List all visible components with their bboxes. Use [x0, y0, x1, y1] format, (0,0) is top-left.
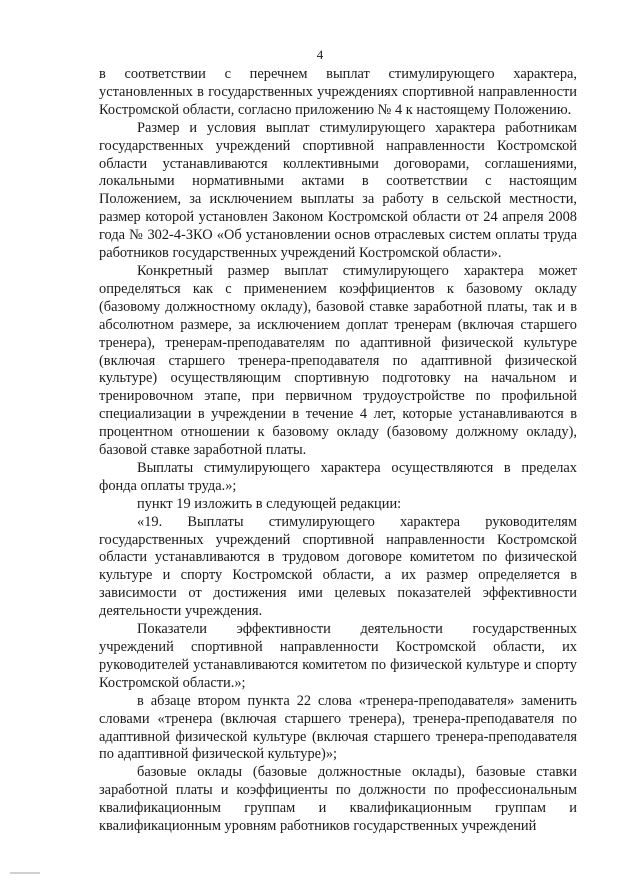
document-body: [99, 66, 577, 836]
paragraph-7: Показатели эффективности деятельности государственных учреждений спортивной направленности Костромской области, их руководителей устанавливаются комитетом по физической культуре и спорту Костромской области.»;: [99, 621, 577, 691]
paragraph-3: Конкретный размер выплат стимулирующего характера может определяться как с применением коэффициентов к базовому окладу (базовому должностному окладу), базовой ставке заработной платы, так и в абсолютном размере, за исключением доплат тренерам (включая старшего тренера), тренерам-преподавателям по адаптивной физической культуре (включая старшего тренера-преподавателя по адаптивной физической культуре) осуществляющим спортивную подготовку на начальном и тренировочном этапе, при первичном трудоустройстве по профильной специализации в учреждении в течение 4 лет, которые устанавливаются в процентном отношении к базовому окладу (базовому должному окладу), базовой ставке заработной платы.: [99, 262, 577, 459]
scan-artifact: [10, 872, 40, 874]
paragraph-2: Размер и условия выплат стимулирующего характера работникам государственных учреждений спортивной направленности Костромской области устанавливаются коллективными договорами, соглашениями, локальными нормативными актами в соответствии с настоящим Положением, за исключением выплаты за работу в сельской местности, размер которой установлен Законом Костромской области от 24 апреля 2008 года № 302-4-ЗКО «Об установлении основ отраслевых систем оплаты труда работников государственных учреждений Костромской области».: [99, 119, 577, 262]
paragraph-8: в абзаце втором пункта 22 слова «тренера-преподавателя» заменить словами «тренера (включая старшего тренера), тренера-преподавателя по адаптивной физической культуре (включая старшего тренера-преподавателя по адаптивной физической культуре)»;: [99, 692, 577, 763]
paragraph-6: «19. Выплаты стимулирующего характера руководителям государственных учреждений спортивной направленности Костромской области устанавливаются в трудовом договоре комитетом по физической культуре и спорту Костромской области, а их размер определяется в зависимости от достижения ими целевых показателей эффективности деятельности учреждения.: [99, 513, 577, 620]
paragraph-9: базовые оклады (базовые должностные оклады), базовые ставки заработной платы и коэффициенты по должности по профессиональным квалификационным группам и квалификационным группам и квалификационным уровням работников государственных учреждений: [99, 764, 577, 835]
page-number: 4: [316, 47, 324, 62]
paragraph-5: пункт 19 изложить в следующей редакции:: [137, 495, 402, 512]
paragraph-4: Выплаты стимулирующего характера осуществляются в пределах фонда оплаты труда.»;: [99, 459, 577, 494]
paragraph-1: в соответствии с перечнем выплат стимулирующего характера, установленных в государственных учреждениях спортивной направленности Костромской области, согласно приложению № 4 к настоящему Положению.: [99, 66, 577, 118]
